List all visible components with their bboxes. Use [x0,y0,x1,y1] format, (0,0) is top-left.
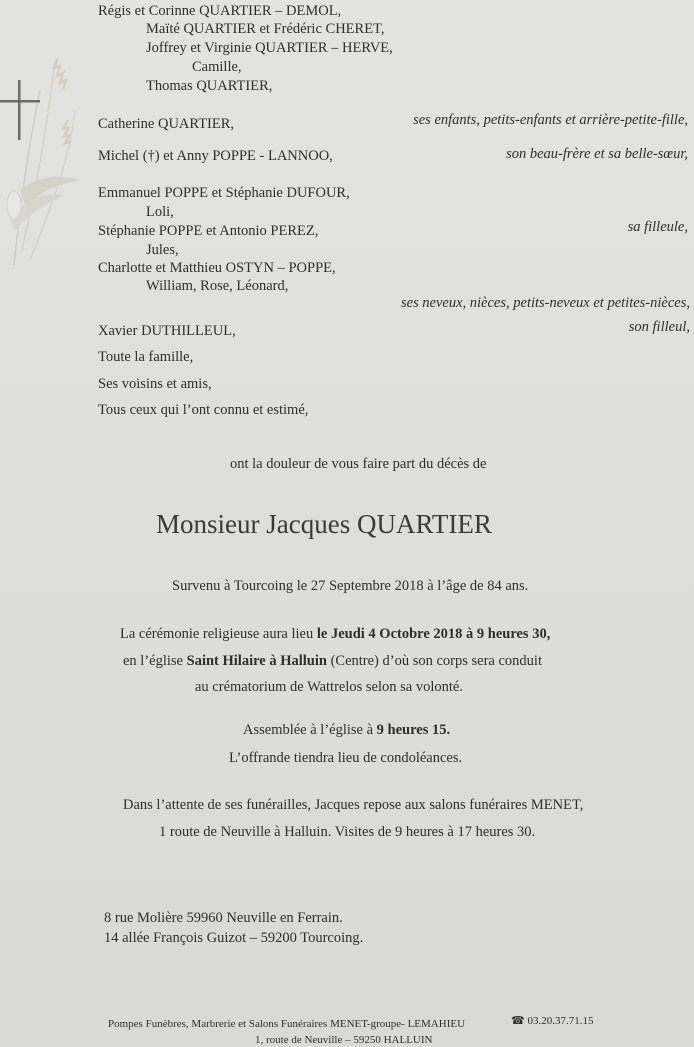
church-name: Saint Hilaire à Halluin [186,653,327,669]
family-line: Jules, [146,242,179,258]
relation-label: son filleul, [628,319,690,335]
relation-label: sa filleule, [627,219,688,235]
family-line: Michel (†) et Anny POPPE - LANNOO, [98,148,333,164]
ceremony-line: au crématorium de Wattrelos selon sa volonté. [195,679,463,695]
funeral-home-name: Pompes Funèbres, Marbrerie et Salons Funéraires MENET-groupe- LEMAHIEU [108,1018,466,1030]
offering-line: L’offrande tiendra lieu de condoléances. [229,750,463,766]
family-line: Ses voisins et amis, [98,376,212,392]
cross-wheat-icon [0,50,95,270]
address-line: 14 allée François Guizot – 59200 Tourcoing. [104,930,364,946]
ceremony-line: en l’église Saint Hilaire à Halluin (Centre) d’où son corps sera conduit [123,653,542,669]
family-line: Charlotte et Matthieu OSTYN – POPPE, [98,260,336,276]
family-line: Xavier DUTHILLEUL, [98,323,236,339]
announcement-intro: ont la douleur de vous faire part du décès de [230,456,487,472]
family-line: Toute la famille, [98,349,194,365]
death-details: Survenu à Tourcoing le 27 Septembre 2018 à l’âge de 84 ans. [172,578,529,594]
family-line: Thomas QUARTIER, [146,78,273,94]
funeral-home-address: 1, route de Neuville – 59250 HALLUIN [255,1034,433,1046]
visitation-line: Dans l’attente de ses funérailles, Jacques repose aux salons funéraires MENET, [123,797,584,813]
family-line: Loli, [146,204,174,220]
phone-line: ☎ 03.20.37.71.15 [511,1015,594,1027]
family-line: Catherine QUARTIER, [98,116,235,132]
family-line: Maïté QUARTIER et Frédéric CHERET, [146,21,385,37]
family-line: Camille, [192,59,242,75]
family-line: William, Rose, Léonard, [146,278,289,294]
address-line: 8 rue Molière 59960 Neuville en Ferrain. [104,910,343,926]
relation-label: son beau-frère et sa belle-sœur, [506,146,688,162]
relation-label: ses enfants, petits-enfants et arrière-petite-fille, [413,112,688,128]
ceremony-line: La cérémonie religieuse aura lieu le Jeudi 4 Octobre 2018 à 9 heures 30, [120,626,551,642]
deceased-name: Monsieur Jacques QUARTIER [156,509,492,539]
family-line: Stéphanie POPPE et Antonio PEREZ, [98,223,319,239]
family-line: Emmanuel POPPE et Stéphanie DUFOUR, [98,185,350,201]
ceremony-date: le Jeudi 4 Octobre 2018 à 9 heures 30, [316,626,551,642]
family-line: Joffrey et Virginie QUARTIER – HERVE, [146,40,393,56]
phone-icon: ☎ [511,1015,525,1027]
family-line: Tous ceux qui l’ont connu et estimé, [98,402,309,418]
family-line: Régis et Corinne QUARTIER – DEMOL, [98,3,342,19]
assembly-line: Assemblée à l’église à 9 heures 15. [243,722,451,738]
relation-label: ses neveux, nièces, petits-neveux et petites-nièces, [400,295,690,311]
assembly-time: 9 heures 15. [376,722,451,738]
visitation-line: 1 route de Neuville à Halluin. Visites de 9 heures à 17 heures 30. [159,824,536,840]
